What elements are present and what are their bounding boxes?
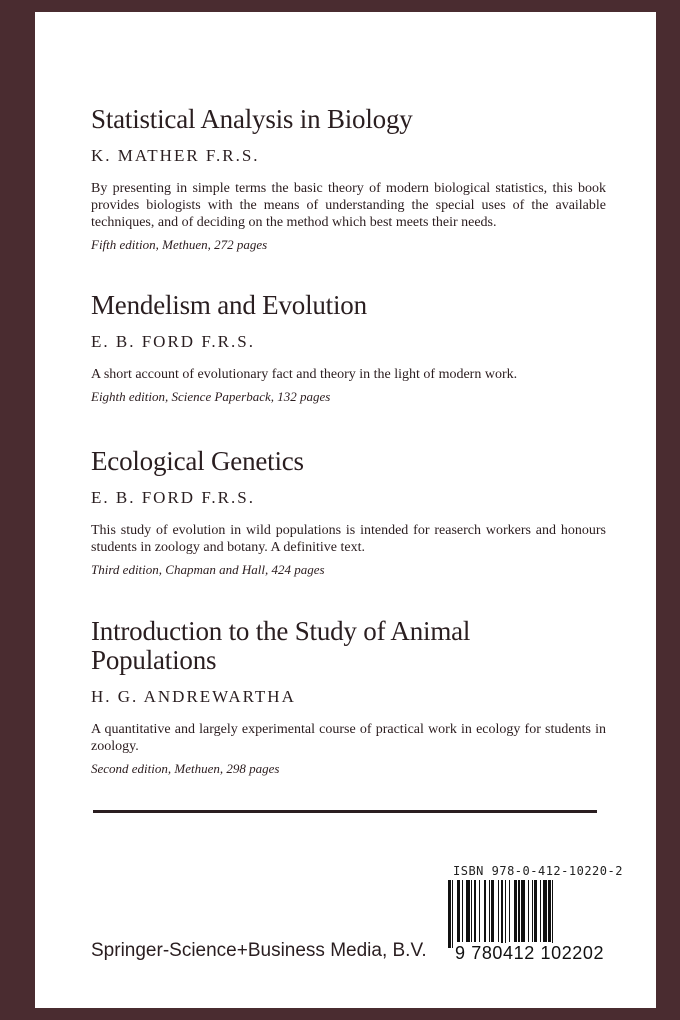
book-entry xyxy=(91,447,606,578)
barcode-bar xyxy=(466,880,470,942)
barcode-bar xyxy=(474,880,477,942)
barcode-bar xyxy=(514,880,517,942)
barcode-bar xyxy=(509,880,510,942)
barcode-bar xyxy=(521,880,525,942)
divider-rule xyxy=(93,810,597,813)
book-entry xyxy=(91,291,606,405)
book-entry xyxy=(91,105,606,253)
barcode-bar xyxy=(457,880,460,942)
barcode-bar xyxy=(543,880,547,942)
book-author: K. MATHER F.R.S. xyxy=(91,146,260,165)
book-title: Mendelism and Evolution xyxy=(91,290,367,320)
barcode-bar xyxy=(534,880,537,942)
back-cover xyxy=(35,12,656,1008)
barcode xyxy=(448,880,598,948)
barcode-bar xyxy=(548,880,551,942)
book-entry xyxy=(91,617,606,777)
barcode-bar xyxy=(452,880,453,948)
book-title: Ecological Genetics xyxy=(91,446,304,476)
barcode-bar xyxy=(552,880,553,948)
barcode-bar xyxy=(518,880,519,942)
book-description: This study of evolution in wild populations is intended for reaserch workers and honours students in zoology and botany. A definitive text. xyxy=(91,523,606,555)
book-author: H. G. ANDREWARTHA xyxy=(91,687,296,706)
book-edition: Eighth edition, Science Paperback, 132 pages xyxy=(91,389,331,404)
barcode-bar xyxy=(528,880,529,942)
book-edition: Third edition, Chapman and Hall, 424 pages xyxy=(91,562,325,577)
barcode-bar xyxy=(489,880,490,942)
book-author: E. B. FORD F.R.S. xyxy=(91,332,255,351)
book-author: E. B. FORD F.R.S. xyxy=(91,488,255,507)
book-description: By presenting in simple terms the basic theory of modern biological statistics, this book provides biologists with the means of understanding the special uses of the available techniques, and of deciding on the method which best meets their needs. xyxy=(91,181,606,230)
isbn-number: ISBN 978-0-412-10220-2 xyxy=(453,864,623,878)
barcode-bar xyxy=(462,880,463,942)
book-title: Statistical Analysis in Biology xyxy=(91,104,413,134)
barcode-bar xyxy=(448,880,451,948)
barcode-bar xyxy=(471,880,472,942)
barcode-bar xyxy=(498,880,499,942)
barcode-bar xyxy=(540,880,541,942)
book-edition: Second edition, Methuen, 298 pages xyxy=(91,761,280,776)
book-description: A quantitative and largely experimental course of practical work in ecology for students in zoology. xyxy=(91,722,606,754)
book-description: A short account of evolutionary fact and theory in the light of modern work. xyxy=(91,367,518,382)
publisher-name: Springer-Science+Business Media, B.V. xyxy=(91,940,427,961)
barcode-digits: 9 780412 102202 xyxy=(455,943,605,963)
barcode-bar xyxy=(479,880,480,942)
barcode-bar xyxy=(484,880,485,942)
barcode-bar xyxy=(491,880,494,942)
barcode-bar xyxy=(505,880,506,948)
book-title: Introduction to the Study of Animal Populations xyxy=(91,616,471,675)
barcode-bar xyxy=(501,880,504,948)
book-edition: Fifth edition, Methuen, 272 pages xyxy=(91,237,268,252)
barcode-bar xyxy=(532,880,533,942)
